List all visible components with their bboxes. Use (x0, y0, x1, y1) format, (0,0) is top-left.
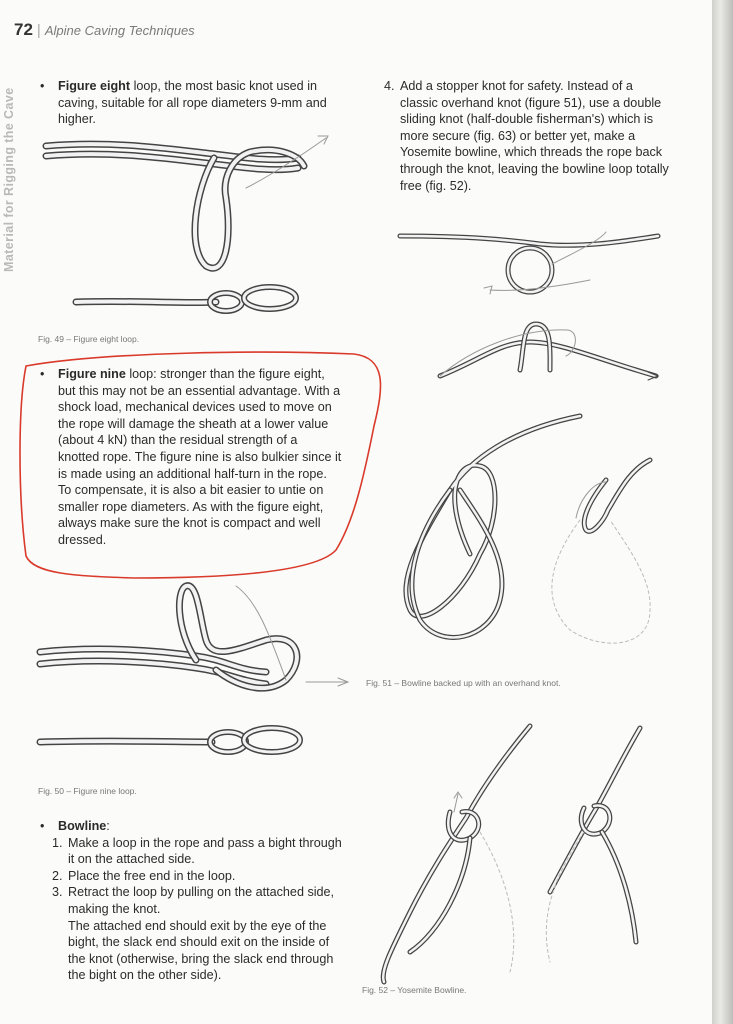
figure-eight-term: Figure eight (58, 79, 131, 93)
page-binding-edge (712, 0, 733, 1024)
step-text: Add a stopper knot for safety. Instead of a classic overhand knot (figure 51), use a double sliding knot (half-double fisherman's) which is more secure (fig. 63) or better yet, make a Yosemite bowline, which threads the rope back through the knot, leaving the bowline loop totally free (fig. 52). (400, 79, 669, 193)
step4-list (384, 78, 674, 194)
page-header (14, 20, 195, 40)
figure-eight-text: loop, the most basic knot used in caving, suitable for all rope diameters 9-mm and higher. (58, 79, 327, 127)
page-number: 72 (14, 20, 33, 39)
bowline-steps (38, 835, 342, 918)
bullet-dot: • (40, 367, 45, 381)
bowline-colon: : (106, 819, 110, 833)
step-text: Make a loop in the rope and pass a bight through it on the attached side. (68, 835, 342, 867)
fig51-caption: Fig. 51 – Bowline backed up with an overhand knot. (366, 678, 561, 688)
figure-eight-illustration (36, 128, 346, 328)
figure-nine-term: Figure nine (58, 367, 126, 381)
book-title: Alpine Caving Techniques (44, 23, 195, 38)
figure-nine-text: loop: stronger than the figure eight, but this may not be an essential advantage. With a shock load, mechanical devices used to move on the rope will damage the sheath at a lower value (about 4 kN) than the residual strength of a knotted rope. The figure nine is also bulkier since it is made using an additional half-turn in the rope. To compensate, it is also a bit easier to untie on smaller rope diameters. As with the figure eight, always make sure the knot is compact and well dressed. (58, 367, 342, 547)
bowline-step (52, 868, 342, 885)
bullet-dot: • (40, 79, 45, 93)
step-number: 4. (384, 79, 395, 93)
fig50-caption: Fig. 50 – Figure nine loop. (38, 786, 137, 796)
chapter-side-label: Material for Rigging the Cave (2, 87, 16, 272)
bowline-overhand-illustration (380, 220, 680, 670)
step-number: 2. (52, 868, 63, 883)
figure-nine-paragraph (38, 366, 342, 549)
header-separator: | (36, 22, 41, 39)
step4-item (384, 78, 674, 194)
bullet-dot: • (40, 819, 45, 833)
figure-eight-paragraph (38, 78, 346, 128)
step-number: 1. (52, 835, 63, 850)
step-text: Retract the loop by pulling on the attached side, making the knot. (68, 885, 335, 916)
step-text: Place the free end in the loop. (68, 868, 236, 883)
step4-paragraph (384, 78, 674, 194)
bowline-step (52, 884, 342, 917)
bowline-section (38, 818, 342, 984)
bowline-step (52, 835, 342, 868)
yosemite-bowline-illustration (370, 712, 680, 992)
bowline-note: The attached end should exit by the eye of the bight, the slack end should exit on the inside of the knot (otherwise, bring the slack end through the bight on the other side). (68, 918, 334, 983)
fig52-caption: Fig. 52 – Yosemite Bowline. (362, 985, 467, 995)
figure-nine-illustration (36, 580, 356, 780)
step-number: 3. (52, 885, 63, 900)
bowline-term: Bowline (58, 819, 107, 833)
fig49-caption: Fig. 49 – Figure eight loop. (38, 334, 140, 344)
